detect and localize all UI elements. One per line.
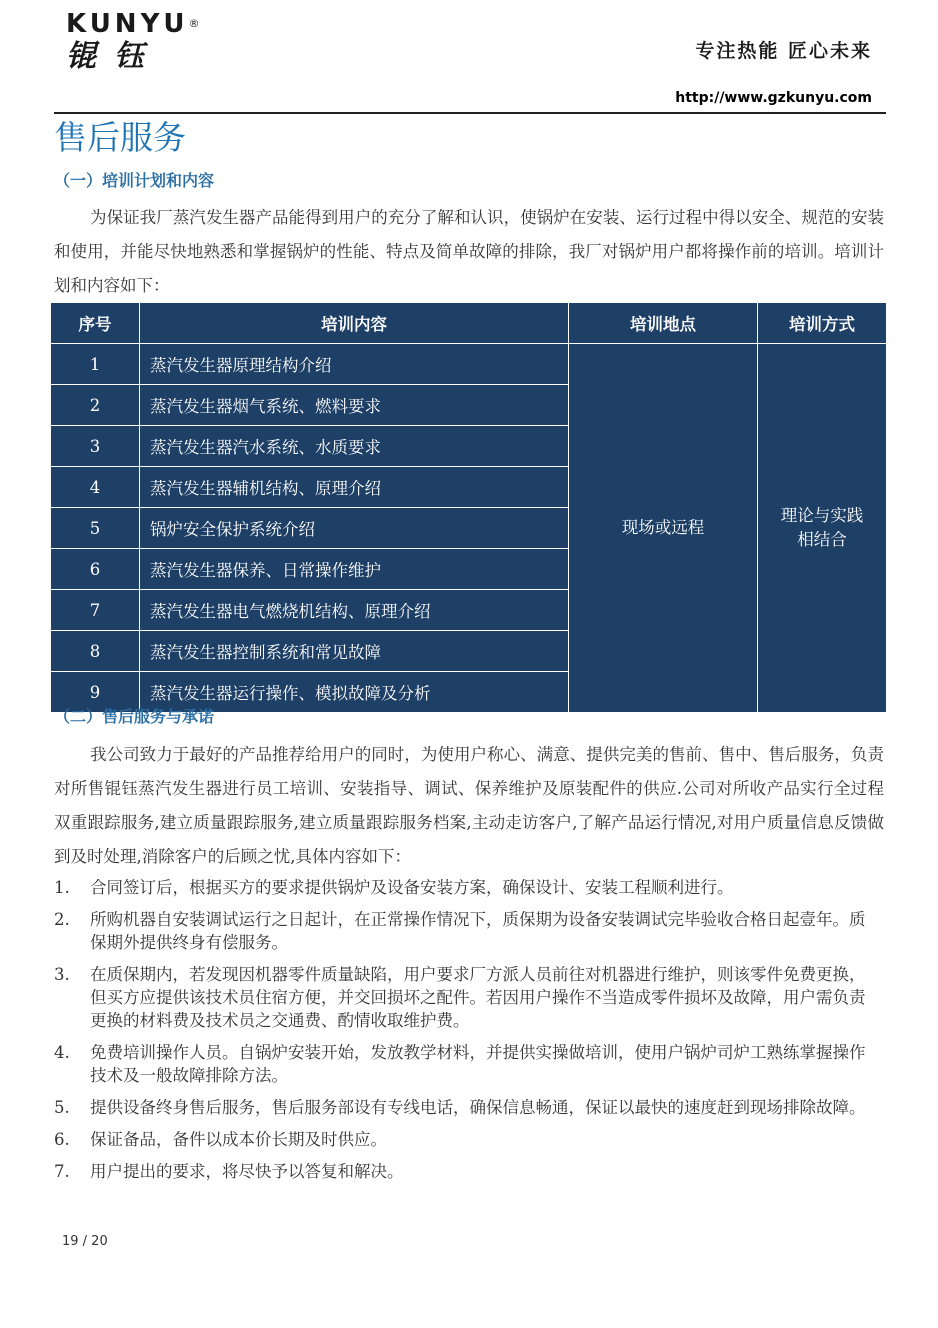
row-content: 蒸汽发生器控制系统和常见故障 xyxy=(140,631,569,672)
list-item: 6. 保证备品，备件以成本价长期及时供应。 xyxy=(54,1130,387,1149)
table-row xyxy=(51,344,887,385)
training-method: 理论与实践 相结合 xyxy=(758,344,887,713)
logo-text-cn: 锟钰 xyxy=(66,39,162,74)
row-content: 蒸汽发生器烟气系统、燃料要求 xyxy=(140,385,569,426)
training-location: 现场或远程 xyxy=(569,344,758,713)
header-slogan: 专注热能 匠心未来 xyxy=(695,40,872,62)
row-content: 蒸汽发生器原理结构介绍 xyxy=(140,344,569,385)
list-item: 4. 免费培训操作人员。自锅炉安装开始，发放教学材料，并提供实操做培训，使用户锅炉司炉工熟练掌握操作技术及一般故障排除方法。 xyxy=(54,1043,866,1085)
row-number: 4 xyxy=(51,467,140,508)
row-content: 蒸汽发生器运行操作、模拟故障及分析 xyxy=(140,672,569,713)
logo-text-en: KUNYU® xyxy=(66,9,200,39)
row-content: 蒸汽发生器电气燃烧机结构、原理介绍 xyxy=(140,590,569,631)
section-heading-service: （二）售后服务与承诺 xyxy=(54,707,215,726)
list-item: 2. 所购机器自安装调试运行之日起计，在正常操作情况下，质保期为设备安装调试完毕验收合格日起壹年。质保期外提供终身有偿服务。 xyxy=(54,910,866,952)
training-intro-paragraph: 为保证我厂蒸汽发生器产品能得到用户的充分了解和认识，使锅炉在安装、运行过程中得以安全、规范的安装和使用，并能尽快地熟悉和掌握锅炉的性能、特点及简单故障的排除，我厂对锅炉用户都将操作前的培训。培训计划和内容如下： xyxy=(54,208,884,295)
page-title: 售后服务 xyxy=(54,118,186,157)
row-number: 1 xyxy=(51,344,140,385)
row-number: 9 xyxy=(51,672,140,713)
row-number: 2 xyxy=(51,385,140,426)
row-content: 蒸汽发生器保养、日常操作维护 xyxy=(140,549,569,590)
header-divider xyxy=(54,112,886,114)
header-method: 培训方式 xyxy=(758,303,887,344)
table-header-row xyxy=(51,303,887,344)
row-number: 8 xyxy=(51,631,140,672)
header-content: 培训内容 xyxy=(140,303,569,344)
header-location: 培训地点 xyxy=(569,303,758,344)
section-heading-training: （一）培训计划和内容 xyxy=(54,171,215,190)
row-content: 蒸汽发生器辅机结构、原理介绍 xyxy=(140,467,569,508)
header-url: http://www.gzkunyu.com xyxy=(675,90,872,106)
service-commitment-list xyxy=(54,876,870,1192)
list-item: 3. 在质保期内，若发现因机器零件质量缺陷，用户要求厂方派人员前往对机器进行维护，则该零件免费更换，但买方应提供该技术员住宿方便，并交回损坏之配件。若因用户操作不当造成零件损坏及故障，用户需负责更换的材料费及技术员之交通费、酌情收取维护费。 xyxy=(54,965,866,1030)
row-number: 6 xyxy=(51,549,140,590)
header-no: 序号 xyxy=(51,303,140,344)
service-intro-paragraph: 我公司致力于最好的产品推荐给用户的同时，为使用户称心、满意、提供完美的售前、售中、售后服务，负责对所售锟钰蒸汽发生器进行员工培训、安装指导、调试、保养维护及原装配件的供应.公司对所收产品实行全过程双重跟踪服务,建立质量跟踪服务,建立质量跟踪服务档案,主动走访客户,了解产品运行情况,对用户质量信息反馈做到及时处理,消除客户的后顾之忧,具体内容如下： xyxy=(54,745,884,866)
row-content: 锅炉安全保护系统介绍 xyxy=(140,508,569,549)
row-number: 3 xyxy=(51,426,140,467)
list-item: 7. 用户提出的要求，将尽快予以答复和解决。 xyxy=(54,1162,404,1181)
row-number: 7 xyxy=(51,590,140,631)
row-content: 蒸汽发生器汽水系统、水质要求 xyxy=(140,426,569,467)
list-item: 1. 合同签订后，根据买方的要求提供锅炉及设备安装方案，确保设计、安装工程顺利进行。 xyxy=(54,878,734,897)
page-number: 19 / 20 xyxy=(62,1234,108,1249)
list-item: 5. 提供设备终身售后服务，售后服务部设有专线电话，确保信息畅通，保证以最快的速度赶到现场排除故障。 xyxy=(54,1098,866,1117)
training-table xyxy=(50,302,887,713)
row-number: 5 xyxy=(51,508,140,549)
company-logo xyxy=(66,10,200,74)
